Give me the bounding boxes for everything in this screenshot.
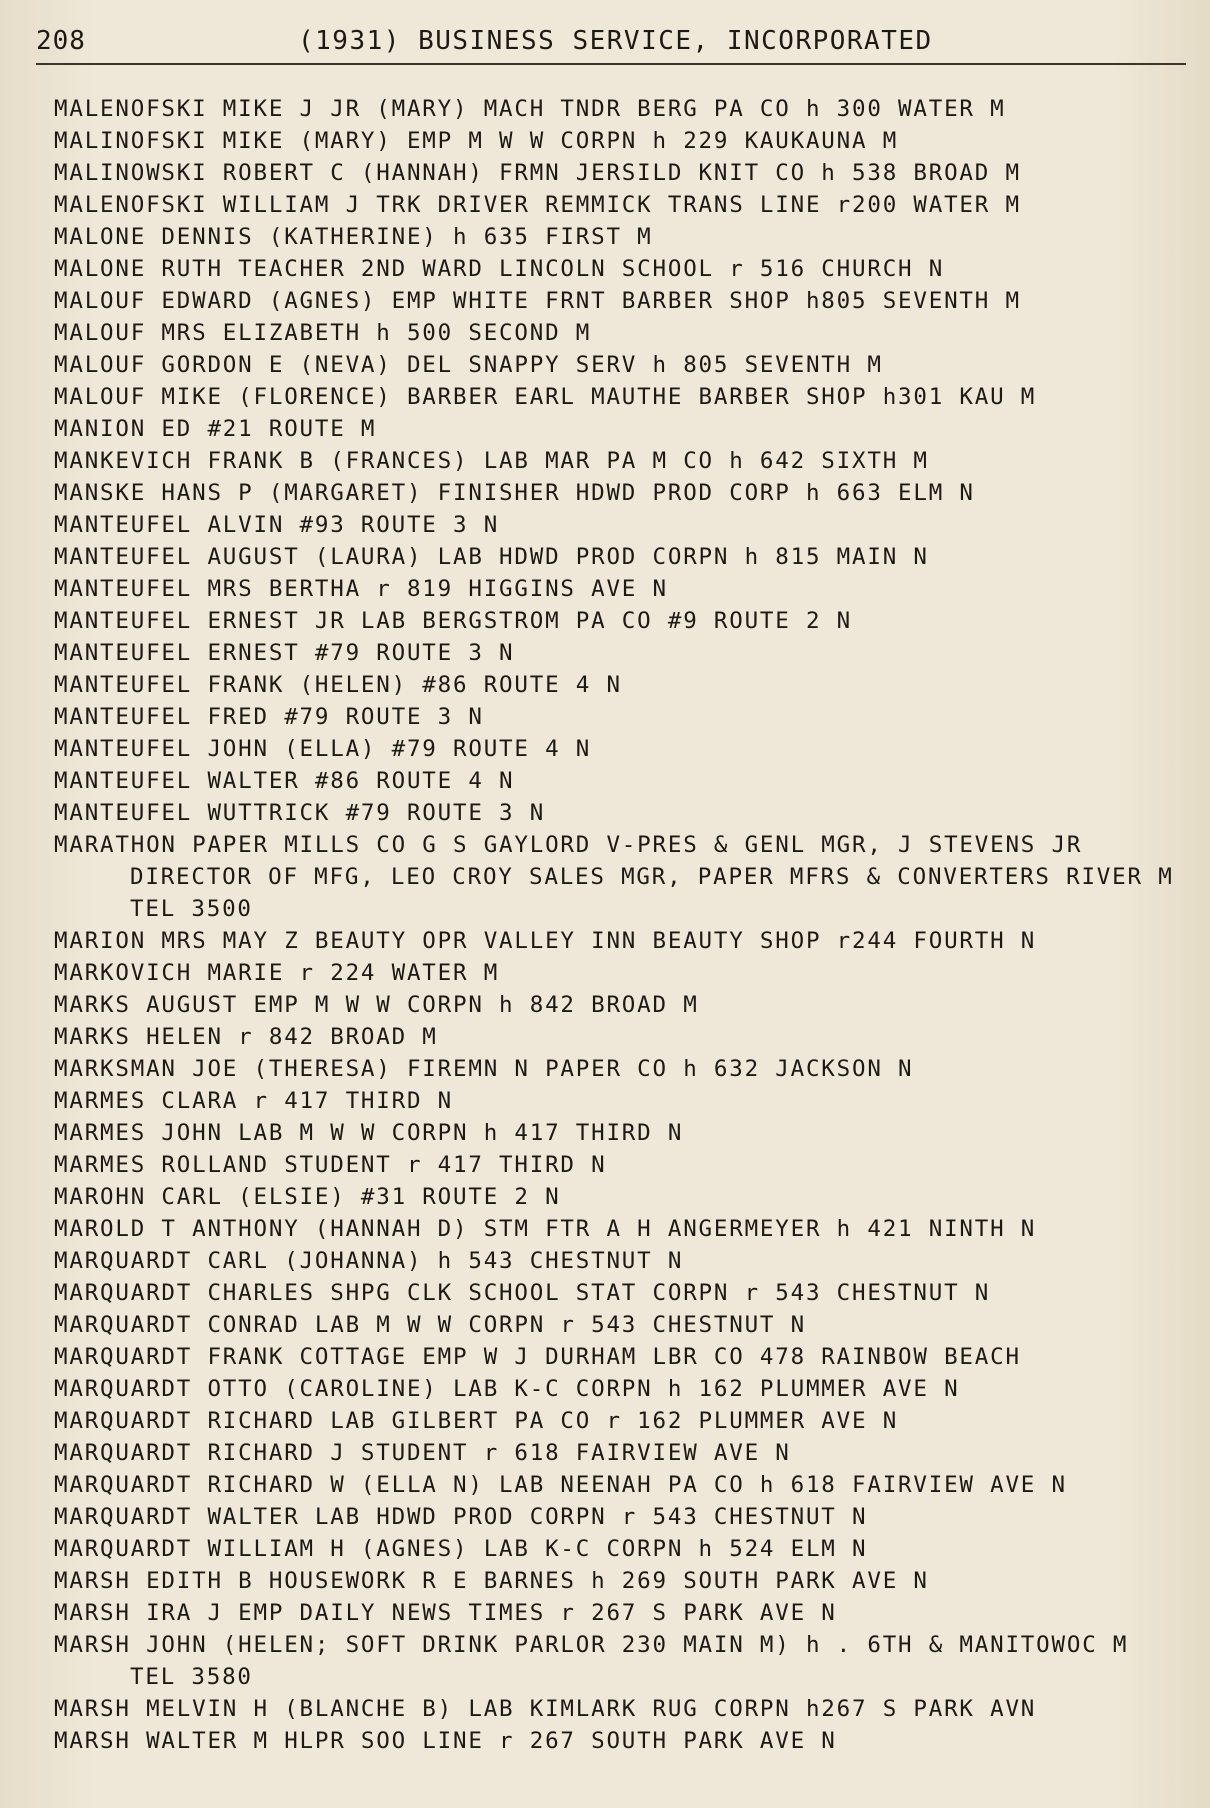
directory-entry: MARSH IRA J EMP DAILY NEWS TIMES r 267 S PARK AVE N [54, 1600, 837, 1626]
directory-entry: MALENOFSKI WILLIAM J TRK DRIVER REMMICK TRANS LINE r200 WATER M [54, 192, 1021, 218]
directory-entry: MANTEUFEL FRANK (HELEN) #86 ROUTE 4 N [54, 672, 622, 698]
directory-entry: MANSKE HANS P (MARGARET) FINISHER HDWD PROD CORP h 663 ELM N [54, 480, 975, 506]
directory-entry: MARATHON PAPER MILLS CO G S GAYLORD V-PRES & GENL MGR, J STEVENS JR DIRECTOR OF MFG, LEO CROY SALES MGR, PAPER MFRS & CONVERTERS RIVER M TEL 3500 [54, 832, 1174, 922]
directory-entry: MARQUARDT RICHARD W (ELLA N) LAB NEENAH PA CO h 618 FAIRVIEW AVE N [54, 1472, 1067, 1498]
page-header [36, 22, 1186, 62]
directory-entry: MANTEUFEL WALTER #86 ROUTE 4 N [54, 768, 515, 794]
directory-entry: MARION MRS MAY Z BEAUTY OPR VALLEY INN BEAUTY SHOP r244 FOURTH N [54, 928, 1037, 954]
directory-entry: MALINOFSKI MIKE (MARY) EMP M W W CORPN h 229 KAUKAUNA M [54, 128, 899, 154]
directory-entry: MARQUARDT CARL (JOHANNA) h 543 CHESTNUT N [54, 1248, 684, 1274]
directory-entry: MARMES JOHN LAB M W W CORPN h 417 THIRD N [54, 1120, 684, 1146]
directory-entry: MARKS AUGUST EMP M W W CORPN h 842 BROAD M [54, 992, 699, 1018]
directory-entry: MARQUARDT CONRAD LAB M W W CORPN r 543 CHESTNUT N [54, 1312, 806, 1338]
directory-entry: MALONE RUTH TEACHER 2ND WARD LINCOLN SCHOOL r 516 CHURCH N [54, 256, 945, 282]
directory-entry: MAROLD T ANTHONY (HANNAH D) STM FTR A H ANGERMEYER h 421 NINTH N [54, 1216, 1037, 1242]
directory-entry: MARQUARDT RICHARD LAB GILBERT PA CO r 162 PLUMMER AVE N [54, 1408, 899, 1434]
directory-entry: MALINOWSKI ROBERT C (HANNAH) FRMN JERSILD KNIT CO h 538 BROAD M [54, 160, 1021, 186]
directory-entry: MARMES ROLLAND STUDENT r 417 THIRD N [54, 1152, 607, 1178]
directory-entry: MARQUARDT FRANK COTTAGE EMP W J DURHAM LBR CO 478 RAINBOW BEACH [54, 1344, 1021, 1370]
directory-entries [54, 93, 1174, 1757]
directory-entry: MALENOFSKI MIKE J JR (MARY) MACH TNDR BERG PA CO h 300 WATER M [54, 96, 1006, 122]
directory-entry: MANTEUFEL FRED #79 ROUTE 3 N [54, 704, 484, 730]
directory-entry: MALOUF GORDON E (NEVA) DEL SNAPPY SERV h 805 SEVENTH M [54, 352, 883, 378]
directory-entry: MANTEUFEL ALVIN #93 ROUTE 3 N [54, 512, 500, 538]
directory-entry: MARQUARDT CHARLES SHPG CLK SCHOOL STAT CORPN r 543 CHESTNUT N [54, 1280, 991, 1306]
directory-entry: MANTEUFEL AUGUST (LAURA) LAB HDWD PROD CORPN h 815 MAIN N [54, 544, 929, 570]
directory-entry: MANTEUFEL JOHN (ELLA) #79 ROUTE 4 N [54, 736, 592, 762]
directory-entry: MALONE DENNIS (KATHERINE) h 635 FIRST M [54, 224, 653, 250]
directory-entry: MARQUARDT WILLIAM H (AGNES) LAB K-C CORPN h 524 ELM N [54, 1536, 868, 1562]
directory-entry: MANTEUFEL MRS BERTHA r 819 HIGGINS AVE N [54, 576, 668, 602]
directory-entry: MANION ED #21 ROUTE M [54, 416, 377, 442]
directory-entry: MARQUARDT WALTER LAB HDWD PROD CORPN r 543 CHESTNUT N [54, 1504, 868, 1530]
directory-entry: MAROHN CARL (ELSIE) #31 ROUTE 2 N [54, 1184, 561, 1210]
directory-entry: MANKEVICH FRANK B (FRANCES) LAB MAR PA M CO h 642 SIXTH M [54, 448, 929, 474]
directory-entry: MANTEUFEL ERNEST #79 ROUTE 3 N [54, 640, 515, 666]
directory-entry: MARSH JOHN (HELEN; SOFT DRINK PARLOR 230 MAIN M) h . 6TH & MANITOWOC M TEL 3580 [54, 1632, 1129, 1690]
directory-entry: MARKS HELEN r 842 BROAD M [54, 1024, 438, 1050]
directory-entry: MALOUF MRS ELIZABETH h 500 SECOND M [54, 320, 592, 346]
directory-entry: MARSH WALTER M HLPR SOO LINE r 267 SOUTH PARK AVE N [54, 1728, 837, 1754]
directory-entry: MARQUARDT OTTO (CAROLINE) LAB K-C CORPN h 162 PLUMMER AVE N [54, 1376, 960, 1402]
directory-entry: MARMES CLARA r 417 THIRD N [54, 1088, 453, 1114]
running-title: (1931) BUSINESS SERVICE, INCORPORATED [298, 26, 933, 56]
directory-entry: MALOUF MIKE (FLORENCE) BARBER EARL MAUTHE BARBER SHOP h301 KAU M [54, 384, 1037, 410]
directory-entry: MARSH EDITH B HOUSEWORK R E BARNES h 269 SOUTH PARK AVE N [54, 1568, 929, 1594]
directory-entry: MANTEUFEL ERNEST JR LAB BERGSTROM PA CO #9 ROUTE 2 N [54, 608, 852, 634]
directory-entry: MARKSMAN JOE (THERESA) FIREMN N PAPER CO h 632 JACKSON N [54, 1056, 914, 1082]
directory-entry: MALOUF EDWARD (AGNES) EMP WHITE FRNT BARBER SHOP h805 SEVENTH M [54, 288, 1021, 314]
directory-entry: MARSH MELVIN H (BLANCHE B) LAB KIMLARK RUG CORPN h267 S PARK AVN [54, 1696, 1037, 1722]
directory-entry: MANTEUFEL WUTTRICK #79 ROUTE 3 N [54, 800, 546, 826]
page-number: 208 [36, 26, 86, 56]
directory-entry: MARQUARDT RICHARD J STUDENT r 618 FAIRVIEW AVE N [54, 1440, 791, 1466]
header-rule [36, 63, 1186, 65]
directory-entry: MARKOVICH MARIE r 224 WATER M [54, 960, 500, 986]
